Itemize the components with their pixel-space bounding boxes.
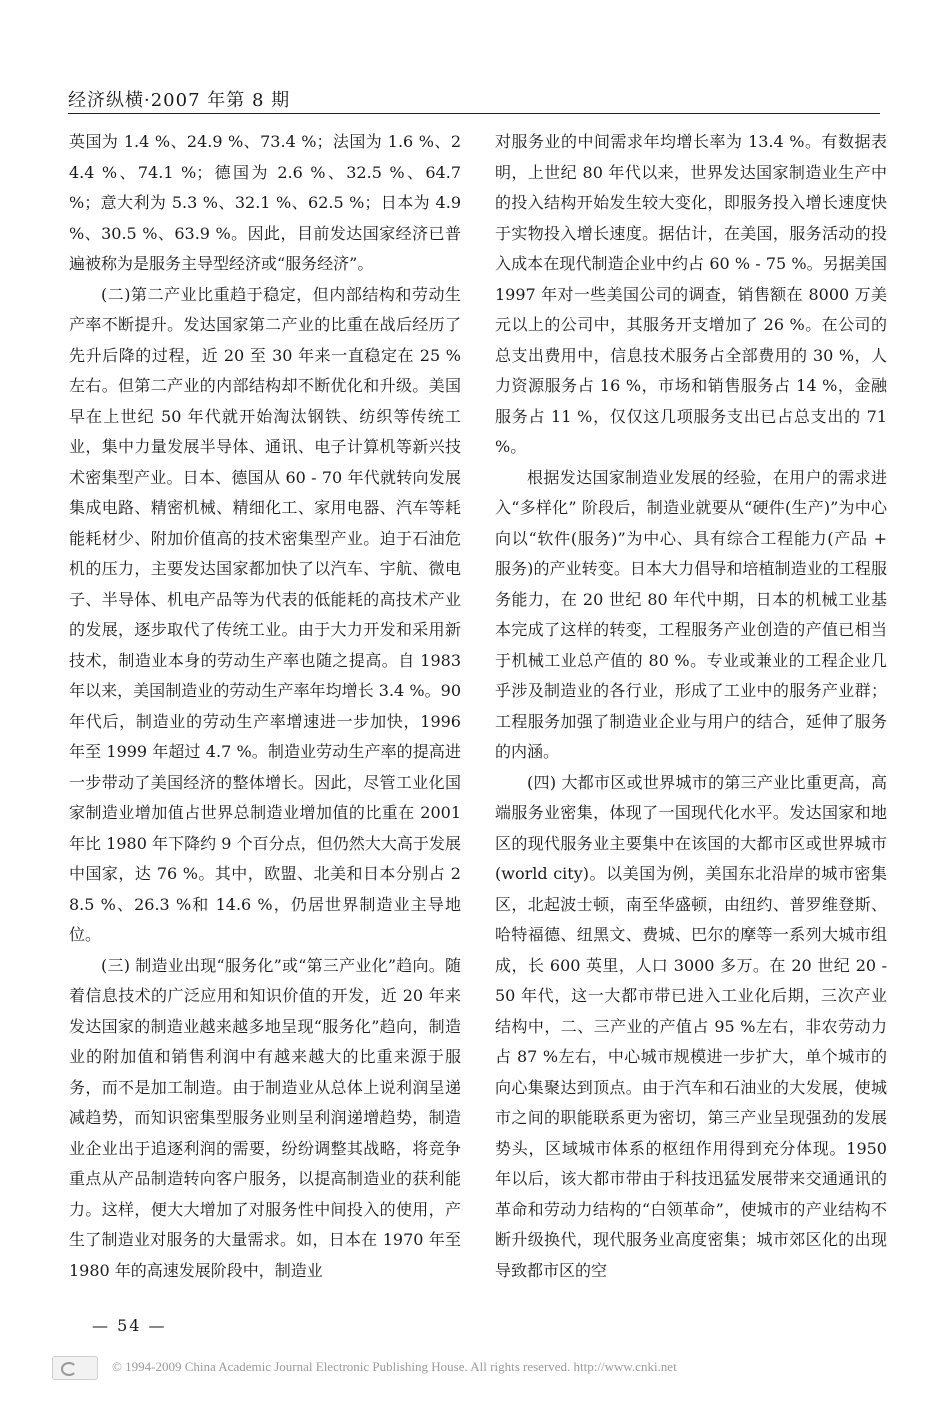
paragraph: (二)第二产业比重趋于稳定，但内部结构和劳动生产率不断提升。发达国家第二产业的比重在战后经历了先升后降的过程，近 20 至 30 年来一直稳定在 25 %左右。但第二产业的内部结构却不断优化和升级。美国早在上世纪 50 年代就开始淘汰钢铁、纺织等传统工业，集中力量发展半导体、通讯、电子计算机等新兴技术密集型产业。日本、德国从 60 - 70 年代就转向发展集成电路、精密机械、精细化工、家用电器、汽车等耗能耗材少、附加价值高的技术密集型产业。迫于石油危机的压力，主要发达国家都加快了以汽车、宇航、微电子、半导体、机电产品等为代表的低能耗的高技术产业的发展，逐步取代了传统工业。由于大力开发和采用新技术，制造业本身的劳动生产率也随之提高。自 1983 年以来，美国制造业的劳动生产率年均增长 3.4 %。90 年代后，制造业的劳动生产率增速进一步加快，1996 年至 1999 年超过 4.7 %。制造业劳动生产率的提高进一步带动了美国经济的整体增长。因此，尽管工业化国家制造业增加值占世界总制造业增加值的比重在 2001 年比 1980 年下降约 9 个百分点，但仍然大大高于发展中国家，达 76 %。其中，欧盟、北美和日本分别占 28.5 %、26.3 %和 14.6 %，仍居世界制造业主导地位。 bbox=[69, 284, 461, 944]
paragraph: (三) 制造业出现“服务化”或“第三产业化”趋向。随着信息技术的广泛应用和知识价值的开发，近 20 年来发达国家的制造业越来越多地呈现“服务化”趋向，制造业的附加值和销售利润中有越来越大的比重来源于服务，而不是加工制造。由于制造业从总体上说利润呈递减趋势，而知识密集型服务业则呈利润递增趋势，制造业企业出于追逐利润的需要，纷纷调整其战略，将竞争重点从产品制造转向客户服务，以提高制造业的获利能力。这样，便大大增加了对服务性中间投入的使用，产生了制造业对服务的大量需求。如，日本在 1970 年至 1980 年的高速发展阶段中，制造业 bbox=[69, 955, 461, 1280]
cnki-logo-icon bbox=[52, 1356, 98, 1380]
journal-header: 经济纵横·2007 年第 8 期 bbox=[68, 90, 291, 111]
paragraph: 根据发达国家制造业发展的经验，在用户的需求进入“多样化” 阶段后，制造业就要从“硬件(生产)”为中心向以“软件(服务)”为中心、具有综合工程能力(产品 + 服务)的产业转变。日本大力倡导和培植制造业的工程服务能力，在 20 世纪 80 年代中期，日本的机械工业基本完成了这样的转变，工程服务产业创造的产值已相当于机械工业总产值的 80 %。专业或兼业的工程企业几乎涉及制造业的各行业，形成了工业中的服务产业群；工程服务加强了制造业企业与用户的结合，延伸了服务的内涵。 bbox=[495, 467, 887, 761]
paragraph: (四) 大都市区或世界城市的第三产业比重更高，高端服务业密集，体现了一国现代化水平。发达国家和地区的现代服务业主要集中在该国的大都市区或世界城市(world city)。以美国为例，美国东北沿岸的城市密集区，北起波士顿，南至华盛顿，由纽约、普罗维登斯、哈特福德、纽黑文、费城、巴尔的摩等一系列大城市组成，长 600 英里，人口 3000 多万。在 20 世纪 20 - 50 年代，这一大都市带已进入工业化后期，三次产业结构中，二、三产业的产值占 95 %左右，非农劳动力占 87 %左右，中心城市规模进一步扩大，单个城市的向心集聚达到顶点。由于汽车和石油业的大发展，使城市之间的职能联系更为密切，第三产业呈现强劲的发展势头，区域城市体系的枢纽作用得到充分体现。1950 年以后，该大都市带由于科技迅猛发展带来交通通讯的革命和劳动力结构的“白领革命”，使城市的产业结构不断升级换代，现代服务业高度密集；城市郊区化的出现导致都市区的空 bbox=[495, 772, 887, 1280]
left-column bbox=[69, 127, 461, 1286]
copyright-text: © 1994-2009 China Academic Journal Electronic Publishing House. All rights reserved. http://www.cnki.net bbox=[112, 1359, 677, 1374]
paragraph: 英国为 1.4 %、24.9 %、73.4 %；法国为 1.6 %、24.4 %、74.1 %；德国为 2.6 %、32.5 %、64.7 %；意大利为 5.3 %、32.1 %、62.5 %；日本为 4.9 %、30.5 %、63.9 %。因此，目前发达国家经济已普遍被称为是服务主导型经济或“服务经济”。 bbox=[69, 132, 461, 273]
paragraph: 对服务业的中间需求年均增长率为 13.4 %。有数据表明，上世纪 80 年代以来，世界发达国家制造业生产中的投入结构开始发生较大变化，即服务投入增长速度快于实物投入增长速度。据估计，在美国，服务活动的投入成本在现代制造企业中约占 60 % - 75 %。另据美国 1997 年对一些美国公司的调查，销售额在 8000 万美元以上的公司中，其服务开支增加了 26 %。在公司的总支出费用中，信息技术服务占全部费用的 30 %，人力资源服务占 16 %，市场和销售服务占 14 %，金融服务占 11 %，仅仅这几项服务支出已占总支出的 71 %。 bbox=[495, 132, 887, 456]
right-column bbox=[495, 127, 887, 1286]
footer bbox=[0, 1355, 950, 1381]
header-rule bbox=[68, 113, 880, 114]
page-number: — 54 — bbox=[92, 1316, 167, 1335]
